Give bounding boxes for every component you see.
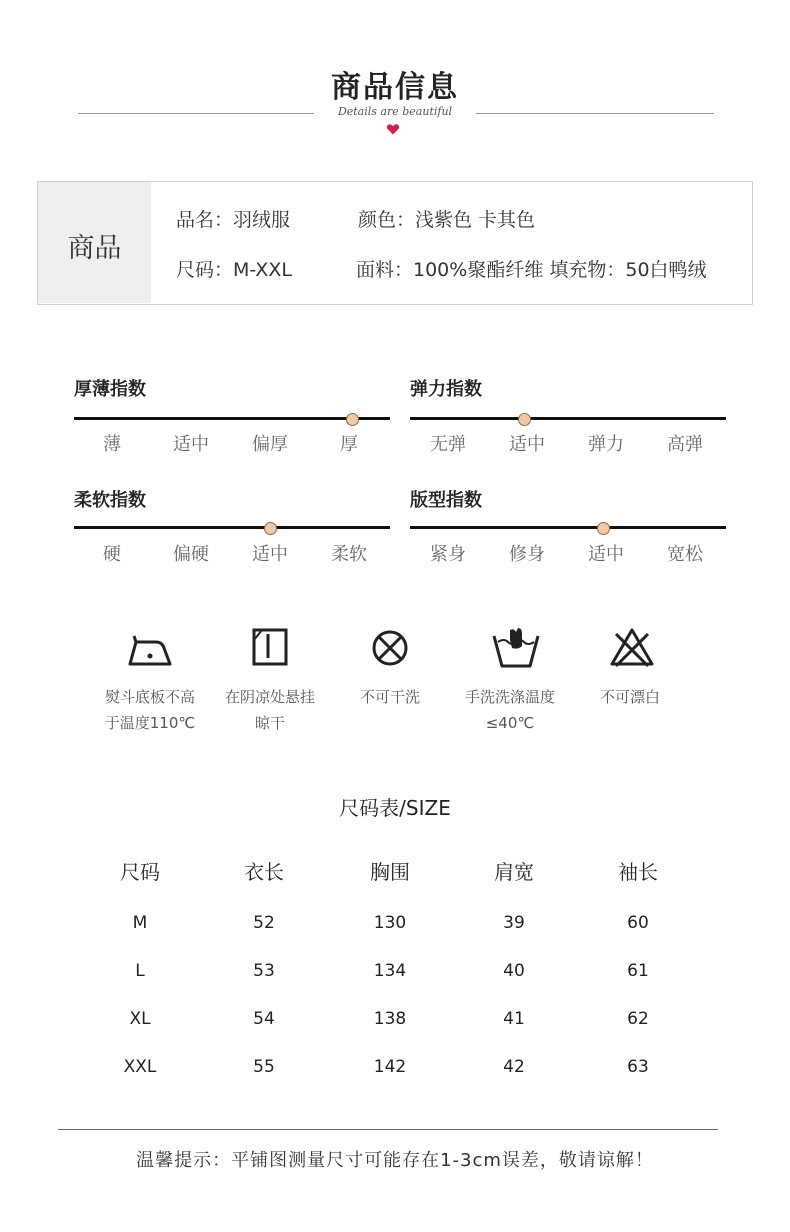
- iron-icon: [120, 628, 176, 672]
- softness-index-label: 柔软: [331, 544, 367, 565]
- softness-index-marker: [264, 522, 277, 535]
- softness-index-track: [74, 526, 390, 529]
- size-table-cell: 52: [253, 913, 275, 933]
- no-dry-clean-icon: [362, 626, 418, 670]
- shade-dry-icon: [242, 626, 298, 670]
- size-table-cell: 39: [503, 913, 525, 933]
- fit-index-marker: [597, 522, 610, 535]
- fit-index-label: 修身: [509, 544, 545, 565]
- thickness-index-label: 偏厚: [252, 434, 288, 455]
- elasticity-index-title: 弹力指数: [410, 379, 482, 400]
- elasticity-index-label: 适中: [509, 434, 545, 455]
- care-dry-clean-text: 不可干洗: [359, 688, 420, 706]
- size-table-cell: 53: [253, 961, 275, 981]
- size-table-header: 衣长: [244, 860, 284, 884]
- size-table-cell: 60: [627, 913, 649, 933]
- elasticity-index-track: [410, 417, 726, 420]
- size-table-cell: 40: [503, 961, 525, 981]
- thickness-index-title: 厚薄指数: [74, 379, 146, 400]
- heart-icon: [386, 122, 400, 136]
- size-table-cell: XL: [129, 1009, 151, 1029]
- thickness-index-label: 厚: [340, 434, 358, 455]
- thickness-index-marker: [346, 413, 359, 426]
- size-table-header: 肩宽: [494, 860, 534, 884]
- page-subtitle: Details are beautiful: [337, 105, 453, 118]
- product-fabric: 面料：100%聚酯纤维 填充物：50白鸭绒: [356, 259, 707, 281]
- size-table-title: 尺码表/SIZE: [339, 796, 451, 820]
- size-table-cell: L: [135, 961, 145, 981]
- footer-note: 温馨提示：平铺图测量尺寸可能存在1-3cm误差，敬请谅解！: [136, 1150, 654, 1171]
- size-table-cell: 63: [627, 1057, 649, 1077]
- fit-index-label: 适中: [588, 544, 624, 565]
- product-color: 颜色：浅紫色 卡其色: [358, 209, 536, 231]
- footer-divider: [58, 1129, 718, 1130]
- no-bleach-icon: [604, 626, 660, 670]
- size-table-cell: 138: [373, 1009, 407, 1029]
- elasticity-index-label: 高弹: [667, 434, 703, 455]
- care-drying-text: 在阴凉处悬挂 晾干: [224, 688, 315, 732]
- size-table-cell: 142: [373, 1057, 407, 1077]
- size-table-cell: 55: [253, 1057, 275, 1077]
- elasticity-index-marker: [518, 413, 531, 426]
- size-table-header: 尺码: [120, 860, 160, 884]
- size-table-cell: XXL: [123, 1057, 157, 1077]
- fit-index-track: [410, 526, 726, 529]
- thickness-index-label: 薄: [103, 434, 121, 455]
- softness-index-title: 柔软指数: [74, 490, 146, 511]
- thickness-index-label: 适中: [173, 434, 209, 455]
- product-name: 品名：羽绒服: [176, 209, 291, 231]
- size-table-header: 袖长: [618, 860, 658, 884]
- fit-index-title: 版型指数: [410, 490, 482, 511]
- elasticity-index-label: 弹力: [588, 434, 624, 455]
- size-table-cell: 54: [253, 1009, 275, 1029]
- softness-index-label: 适中: [252, 544, 288, 565]
- size-table-cell: 134: [373, 961, 407, 981]
- fit-index-label: 宽松: [667, 544, 703, 565]
- size-table-cell: 130: [373, 913, 407, 933]
- softness-index-label: 硬: [103, 544, 121, 565]
- size-table-header: 胸围: [370, 860, 410, 884]
- fit-index-label: 紧身: [430, 544, 466, 565]
- size-table-cell: M: [132, 913, 148, 933]
- softness-index-label: 偏硬: [173, 544, 209, 565]
- product-size: 尺码：M-XXL: [176, 259, 292, 281]
- care-ironing-text: 熨斗底板不高 于温度110℃: [104, 688, 196, 732]
- size-table-cell: 62: [627, 1009, 649, 1029]
- page-title: 商品信息: [331, 70, 459, 105]
- size-table-cell: 42: [503, 1057, 525, 1077]
- care-bleach-text: 不可漂白: [599, 688, 660, 706]
- elasticity-index-label: 无弹: [430, 434, 466, 455]
- product-category-label: 商品: [67, 233, 122, 264]
- thickness-index-track: [74, 417, 390, 420]
- size-table-cell: 41: [503, 1009, 525, 1029]
- care-washing-text: 手洗洗涤温度 ≤40℃: [464, 688, 555, 732]
- hand-wash-icon: [488, 626, 544, 670]
- size-table-cell: 61: [627, 961, 649, 981]
